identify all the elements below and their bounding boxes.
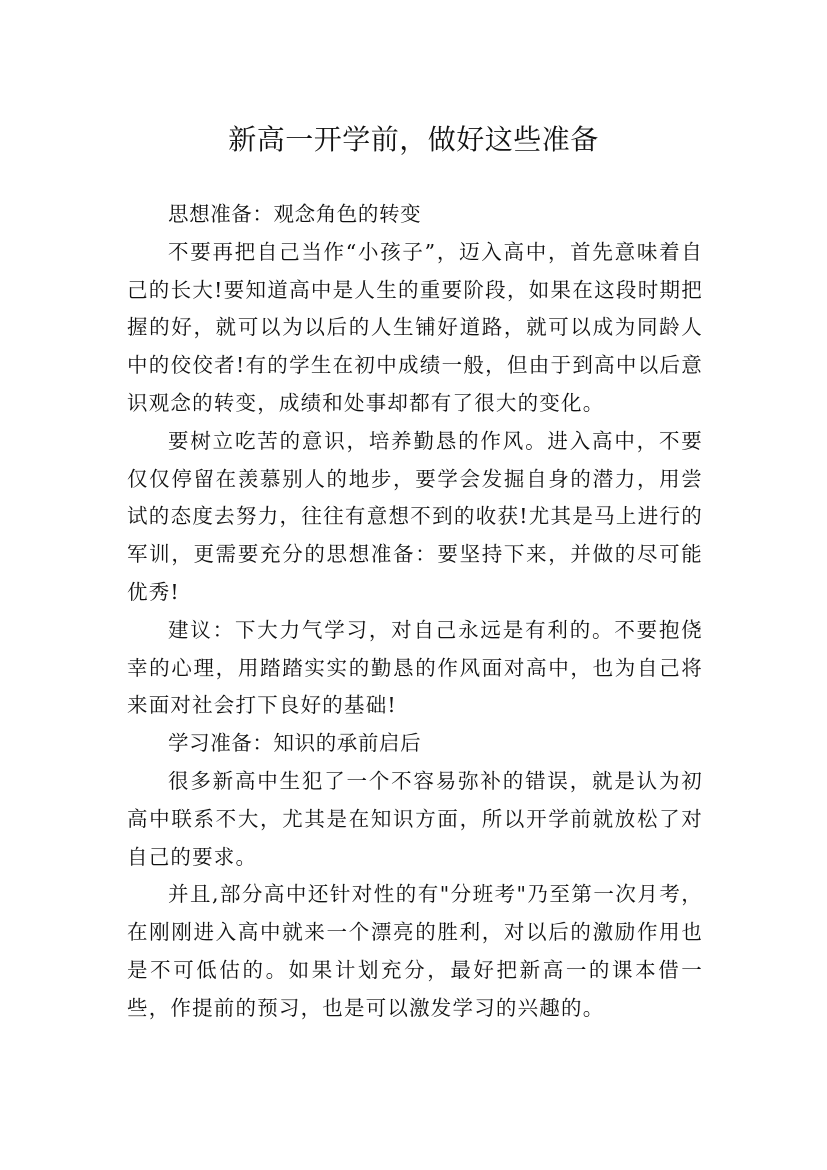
- section-heading-thinking: 思想准备：观念角色的转变: [168, 202, 422, 226]
- paragraph-common-mistake: 很多新高中生犯了一个不容易弥补的错误，就是认为初高中联系不大，尤其是在知识方面，所以开学前就放松了对自己的要求。: [127, 768, 703, 869]
- section-heading-study: 学习准备：知识的承前启后: [168, 731, 422, 756]
- page-title: 新高一开学前，做好这些准备: [228, 122, 599, 156]
- paragraph-mindset-change: 不要再把自己当作“小孩子”，迈入高中，首先意味着自己的长大!要知道高中是人生的重要阶段，如果在这段时期把握的好，就可以为以后的人生铺好道路，就可以成为同龄人中的佼佼者!有的学生在初中成绩一般，但由于到高中以后意识观念的转变，成绩和处事却都有了很大的变化。: [127, 239, 703, 415]
- document-body: [127, 196, 703, 1028]
- paragraph-advice: 建议：下大力气学习，对自己永远是有利的。不要抱侥幸的心理，用踏踏实实的勤恳的作风面对高中，也为自己将来面对社会打下良好的基础!: [127, 617, 703, 718]
- paragraph-hardwork-attitude: 要树立吃苦的意识，培养勤恳的作风。进入高中，不要仅仅停留在羡慕别人的地步，要学会发掘自身的潜力，用尝试的态度去努力，往往有意想不到的收获!尤其是马上进行的军训，更需要充分的思想准备：要坚持下来，并做的尽可能优秀!: [127, 428, 703, 604]
- paragraph-preview-plan: 并且,部分高中还针对性的有"分班考"乃至第一次月考，在刚刚进入高中就来一个漂亮的胜利，对以后的激励作用也是不可低估的。如果计划充分，最好把新高一的课本借一些，作提前的预习，也是可以激发学习的兴趣的。: [127, 882, 703, 1020]
